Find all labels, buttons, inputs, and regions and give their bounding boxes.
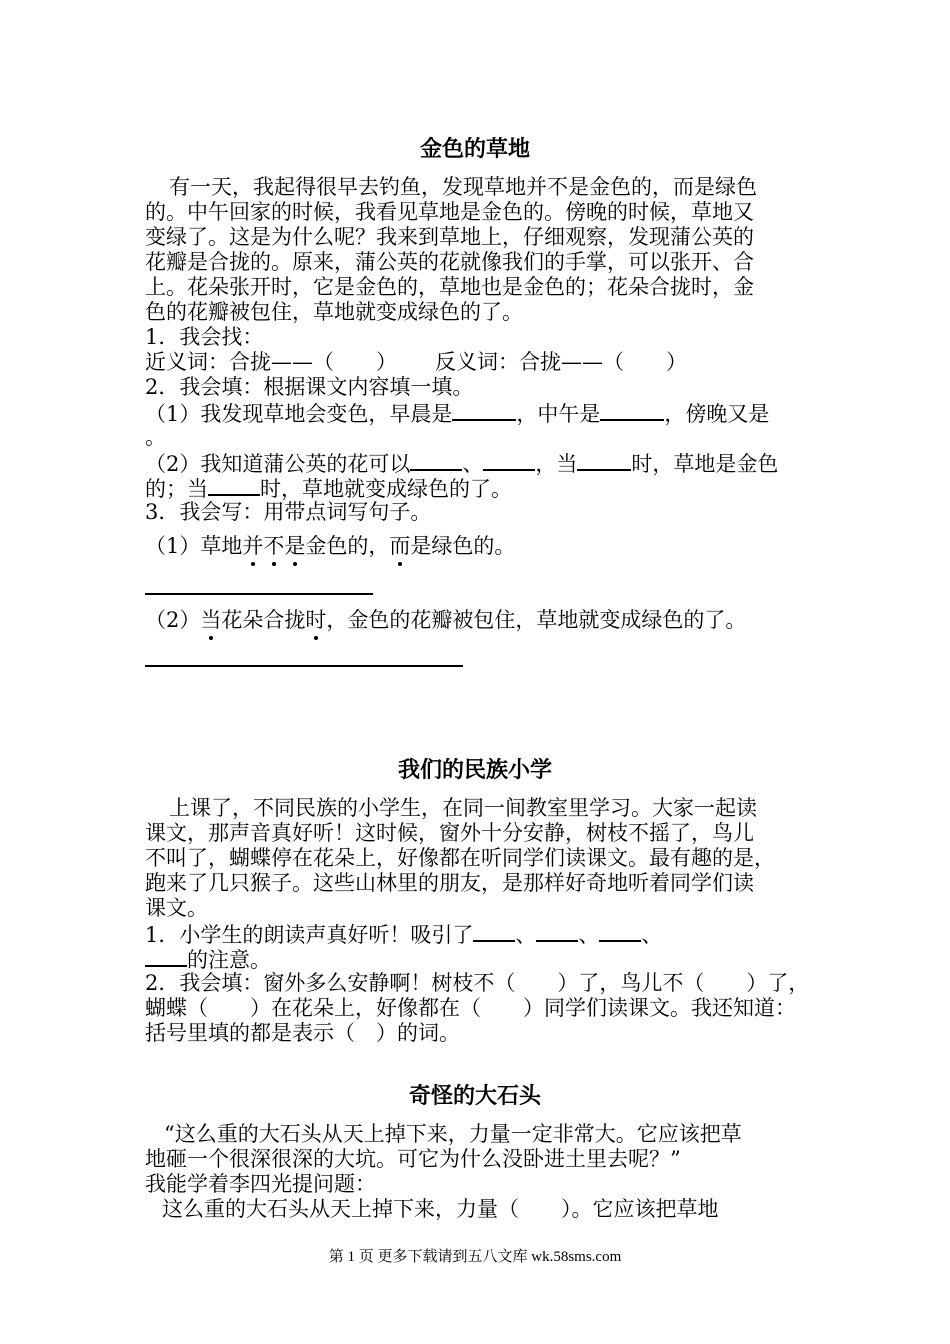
section1-paragraph-line: 色的花瓣被包住，草地就变成绿色的了。 xyxy=(145,300,523,324)
answer-blank[interactable] xyxy=(577,449,631,471)
q2-item2-text: ，当 xyxy=(535,452,578,476)
section1-paragraph-line: 有一天，我起得很早去钓鱼，发现草地并不是金色的，而是绿色 xyxy=(169,175,757,199)
section2-paragraph-line: 不叫了，蝴蝶停在花朵上，好像都在听同学们读课文。最有趣的是， xyxy=(145,846,775,870)
answer-blank[interactable] xyxy=(452,399,516,421)
dotted-word: 而 xyxy=(389,534,411,558)
q3-title: 3．我会写：用带点词写句子。 xyxy=(145,500,432,524)
q2-item2-text: 、 xyxy=(462,452,484,476)
q3-item2-text: （2） xyxy=(145,608,201,632)
q2-item1-end: 。 xyxy=(145,425,166,449)
q3-item2-text: 花朵合拢 xyxy=(221,608,306,632)
q3-item1 xyxy=(145,533,515,559)
synonym-question: 近义词：合拢——（ ） xyxy=(145,350,397,374)
section3-paragraph-line: 我能学着李四光提问题： xyxy=(145,1172,376,1196)
section1-paragraph-line: 花瓣是合拢的。原来，蒲公英的花就像我们的手掌，可以张开、合 xyxy=(145,250,754,274)
section2-paragraph-line: 课文。 xyxy=(145,896,208,920)
section3-paragraph-line: “这么重的大石头从天上掉下来，力量一定非常大。它应该把草 xyxy=(164,1122,742,1146)
q2-item1-text: ，傍晚又是 xyxy=(664,402,770,426)
writing-line[interactable] xyxy=(145,665,463,667)
dotted-word: 是 xyxy=(284,534,306,558)
section3-paragraph-line: 地砸一个很深很深的大坑。可它为什么没卧进土里去呢？” xyxy=(145,1147,681,1171)
q3-item1-text: 金色的， xyxy=(305,534,390,558)
section1-paragraph-line: 的。中午回家的时候，我看见草地是金色的。傍晚的时候，草地又 xyxy=(145,200,754,224)
answer-blank[interactable] xyxy=(536,920,578,942)
s2-q2-line: 括号里填的都是表示（ ）的词。 xyxy=(145,1021,460,1045)
s2-q2-line: 蝴蝶（ ）在花朵上，好像都在（ ）同学们读课文。我还知道： xyxy=(145,996,796,1020)
section1-paragraph-line: 变绿了。这是为什么呢？我来到草地上，仔细观察，发现蒲公英的 xyxy=(145,225,754,249)
answer-blank[interactable] xyxy=(145,945,187,967)
dotted-word: 时 xyxy=(305,608,327,632)
section2-paragraph-line: 课文，那声音真好听！这时候，窗外十分安静，树枝不摇了，鸟儿 xyxy=(145,821,754,845)
section2-paragraph-line: 上课了，不同民族的小学生，在同一间教室里学习。大家一起读 xyxy=(169,796,757,820)
s2-q1-cont xyxy=(145,945,271,973)
q3-item2 xyxy=(145,607,746,633)
dotted-word: 不 xyxy=(263,534,285,558)
q2-item1-text: ，中午是 xyxy=(516,402,601,426)
s2-q1-text: 1．小学生的朗读声真好听！吸引了 xyxy=(145,923,474,947)
q2-item2-text: 时，草地就变成绿色的了。 xyxy=(260,477,512,501)
q3-item1-text: （1）草地 xyxy=(145,534,243,558)
q3-item2-text: ，金色的花瓣被包住，草地就变成绿色的了。 xyxy=(326,608,747,632)
answer-blank[interactable] xyxy=(483,449,535,471)
s2-q2-line: 2．我会填：窗外多么安静啊！树枝不（ ）了，鸟儿不（ ）了， xyxy=(145,971,810,995)
q2-title: 2．我会填：根据课文内容填一填。 xyxy=(145,375,474,399)
answer-blank[interactable] xyxy=(473,920,515,942)
section1-title: 金色的草地 xyxy=(419,137,530,162)
answer-blank[interactable] xyxy=(599,920,641,942)
s2-q1-text: 、 xyxy=(641,923,663,947)
section1-paragraph-line: 上。花朵张开时，它是金色的，草地也是金色的；花朵合拢时，金 xyxy=(145,275,754,299)
s2-q1-text: 的注意。 xyxy=(187,948,271,972)
q2-item2-cont xyxy=(145,474,512,502)
antonym-question: 反义词：合拢——（ ） xyxy=(435,350,687,374)
dotted-word: 当 xyxy=(200,608,222,632)
answer-blank[interactable] xyxy=(208,474,260,496)
q1-title: 1．我会找： xyxy=(145,325,264,349)
q2-item1-text: （1）我发现草地会变色，早晨是 xyxy=(145,402,453,426)
s2-q1 xyxy=(145,920,662,948)
writing-line[interactable] xyxy=(145,593,373,595)
page-footer: 第 1 页 更多下载请到五八文库 wk.58sms.com xyxy=(328,1249,622,1265)
q3-item1-text: 是绿色的。 xyxy=(410,534,516,558)
section3-paragraph-line: 这么重的大石头从天上掉下来，力量（ ）。它应该把草地 xyxy=(162,1197,719,1221)
q2-item2-text: （2）我知道蒲公英的花可以 xyxy=(145,452,411,476)
section2-title: 我们的民族小学 xyxy=(397,758,552,783)
q2-item2 xyxy=(145,449,778,477)
s2-q1-text: 、 xyxy=(515,923,537,947)
q2-item2-text: 时，草地是金色 xyxy=(631,452,779,476)
section3-title: 奇怪的大石头 xyxy=(408,1084,541,1109)
q2-item2-text: 的；当 xyxy=(145,477,208,501)
q2-item1 xyxy=(145,399,769,427)
answer-blank[interactable] xyxy=(600,399,664,421)
section2-paragraph-line: 跑来了几只猴子。这些山林里的朋友，是那样好奇地听着同学们读 xyxy=(145,871,754,895)
s2-q1-text: 、 xyxy=(578,923,600,947)
dotted-word: 并 xyxy=(242,534,264,558)
answer-blank[interactable] xyxy=(410,449,462,471)
